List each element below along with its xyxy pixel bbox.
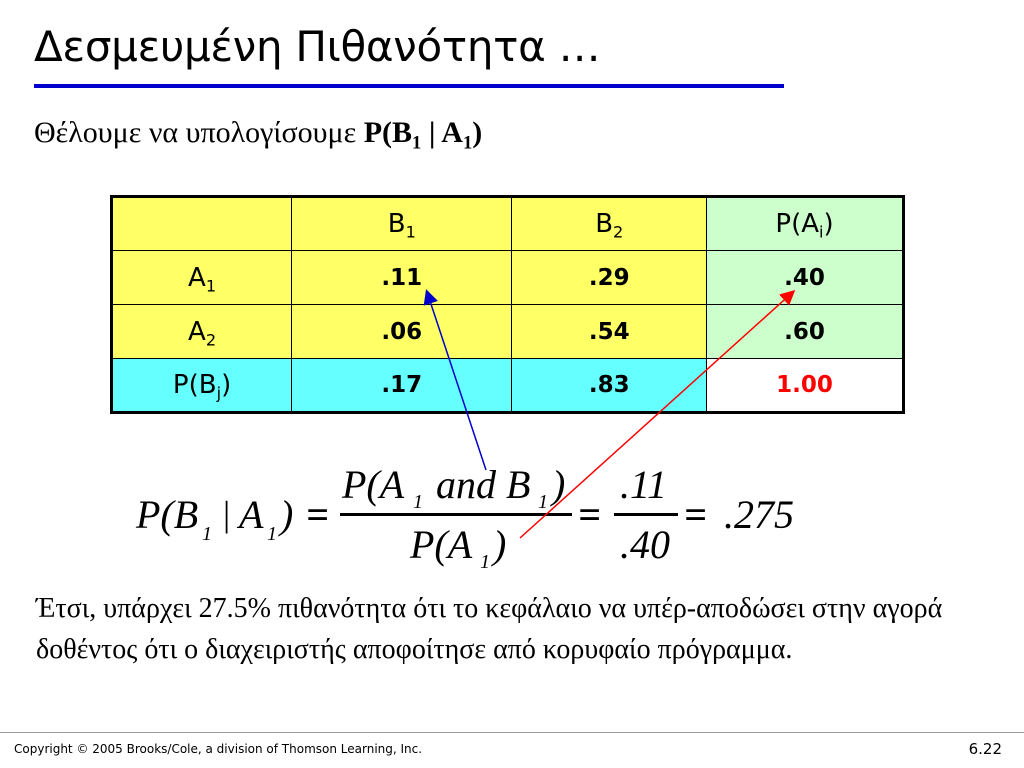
formula-mid: | A xyxy=(421,116,463,149)
eq-num-and: and B xyxy=(436,462,531,507)
eq-fraction-bar-1 xyxy=(340,513,572,516)
eq-num-sub2: 1 xyxy=(538,491,548,513)
formula-sub2: 1 xyxy=(462,132,473,154)
formula-sub1: 1 xyxy=(412,132,422,154)
eq-lhs-sub1: 1 xyxy=(202,523,212,545)
eq-equals-1: = xyxy=(306,492,329,537)
eq-equals-2: = xyxy=(578,492,601,537)
eq-fraction-bar-2 xyxy=(614,513,678,516)
formula-p: P(B xyxy=(363,116,413,149)
eq-num-sub1: 1 xyxy=(413,491,423,513)
cell-a2-total: .60 xyxy=(707,305,904,359)
formula-end: ) xyxy=(472,116,483,149)
eq-den-sub: 1 xyxy=(480,551,490,573)
cell-a1-b1: .11 xyxy=(292,251,512,305)
eq-den-p: P(A xyxy=(410,522,473,567)
cell-a1-total: .40 xyxy=(707,251,904,305)
eq-frac2-den: .40 xyxy=(620,522,670,567)
eq-num-end: ) xyxy=(552,462,566,507)
row-a2-sub: 2 xyxy=(205,330,217,350)
row-pb-sub: j xyxy=(216,383,222,403)
eq-lhs-bar: | xyxy=(221,494,231,534)
cell-grand-total: 1.00 xyxy=(707,359,904,413)
eq-den-end: ) xyxy=(493,522,507,567)
header-b1-label: B xyxy=(387,209,406,239)
footer-divider xyxy=(0,732,1024,733)
header-pa-label: P(A xyxy=(775,209,820,239)
header-b2-label: B xyxy=(595,209,614,239)
copyright-text: Copyright © 2005 Brooks/Cole, a division of Thomson Learning, Inc. xyxy=(14,742,423,756)
cell-a1-b2: .29 xyxy=(512,251,707,305)
cell-pb-b1: .17 xyxy=(292,359,512,413)
header-pa-end: ) xyxy=(823,209,834,239)
eq-num-p: P(A xyxy=(342,462,405,507)
conclusion-text: Έτσι, υπάρχει 27.5% πιθανότητα ότι το κεφάλαιο να υπέρ-αποδώσει στην αγορά δοθέντος ότι ο διαχειριστής αποφοίτησε από κορυφαίο πρόγραμμα. xyxy=(36,593,943,665)
eq-lhs-sub2: 1 xyxy=(267,523,277,545)
eq-lhs-p: P(B xyxy=(136,492,199,537)
eq-frac2-num: .11 xyxy=(620,462,668,507)
eq-lhs-a: A xyxy=(239,492,264,537)
subtitle-text: Θέλουμε να υπολογίσουμε xyxy=(34,116,364,149)
cell-a2-b2: .54 xyxy=(512,305,707,359)
eq-result: .275 xyxy=(724,492,794,537)
header-pa-sub: i xyxy=(819,222,824,242)
cell-a2-b1: .06 xyxy=(292,305,512,359)
eq-equals-3: = xyxy=(684,492,707,537)
row-pb-label: P(B xyxy=(172,370,217,400)
cell-pb-b2: .83 xyxy=(512,359,707,413)
eq-lhs-end: ) xyxy=(280,492,294,537)
page-number: 6.22 xyxy=(968,740,1002,758)
slide-title: Δεσμευμένη Πιθανότητα … xyxy=(34,22,601,71)
row-a1-label: A xyxy=(188,262,206,293)
blue-arrow xyxy=(427,292,486,470)
row-pb-end: ) xyxy=(221,370,232,400)
row-a2-label: A xyxy=(188,316,206,347)
header-b1-sub: 1 xyxy=(405,222,416,242)
header-b2-sub: 2 xyxy=(613,222,624,242)
row-a1-sub: 1 xyxy=(205,276,217,296)
